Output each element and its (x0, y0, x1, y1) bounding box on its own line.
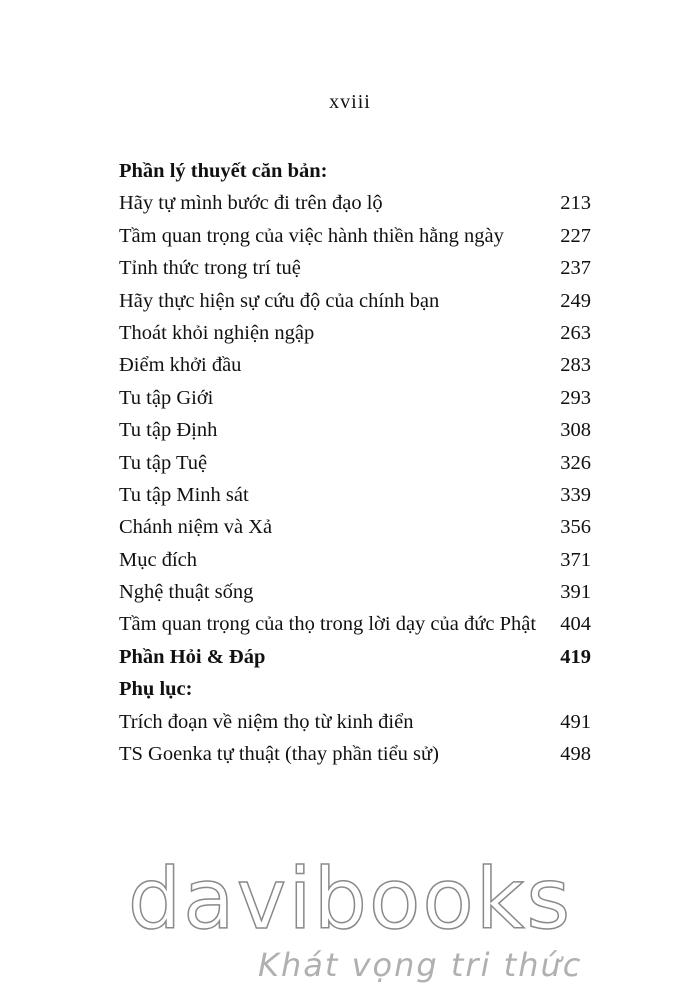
toc-entry-page: 249 (560, 289, 591, 312)
toc-entry-page: 339 (560, 483, 591, 506)
toc-entry (119, 322, 591, 354)
toc-entry-page: 237 (560, 257, 591, 280)
toc-entry (119, 711, 591, 743)
toc-entry-title: Trích đoạn về niệm thọ từ kinh điển (119, 710, 414, 733)
toc-entry-title: Thoát khỏi nghiện ngập (119, 321, 315, 344)
toc-entry (119, 743, 591, 775)
toc-entry (119, 225, 591, 257)
toc-entry-title: Điểm khởi đầu (119, 354, 242, 377)
toc-entry-title: Nghệ thuật sống (119, 581, 254, 604)
toc-entry-title: Phụ lục: (119, 678, 193, 701)
toc-entry-page: 419 (560, 645, 591, 668)
brand-logo-text: davibooks (127, 850, 573, 948)
toc-entry-title: Tỉnh thức trong trí tuệ (119, 257, 301, 280)
toc-entry-title: Mục đích (119, 548, 197, 571)
toc-entry (119, 354, 591, 386)
toc-entry (119, 452, 591, 484)
toc-entry (119, 290, 591, 322)
toc-entry-page: 213 (560, 192, 591, 215)
toc-entry-title: Tầm quan trọng của việc hành thiền hằng ngày (119, 224, 504, 247)
toc-entry-page: 283 (560, 354, 591, 377)
table-of-contents (119, 160, 591, 775)
toc-entry-title: Tu tập Giới (119, 386, 214, 409)
toc-entry-page: 356 (560, 516, 591, 539)
page-number: xviii (329, 91, 371, 113)
publisher-watermark (0, 842, 700, 984)
toc-entry-title: Phần Hỏi & Đáp (119, 645, 266, 668)
toc-entry-title: TS Goenka tự thuật (thay phần tiểu sử) (119, 743, 439, 766)
toc-entry-title: Tu tập Tuệ (119, 451, 208, 474)
toc-section-heading (119, 646, 591, 678)
toc-entry (119, 257, 591, 289)
toc-entry (119, 387, 591, 419)
toc-entry (119, 516, 591, 548)
toc-entry-title: Tầm quan trọng của thọ trong lời dạy của đức Phật (119, 613, 537, 636)
toc-entry-page: 326 (560, 451, 591, 474)
toc-entry-page: 498 (560, 743, 591, 766)
toc-entry (119, 484, 591, 516)
toc-entry-title: Phần lý thuyết căn bản: (119, 160, 328, 182)
toc-entry-title: Tu tập Định (119, 419, 218, 442)
brand-tagline: Khát vọng tri thức (258, 946, 583, 984)
toc-entry (119, 419, 591, 451)
toc-section-heading (119, 678, 591, 710)
toc-entry-title: Hãy tự mình bước đi trên đạo lộ (119, 192, 383, 215)
toc-entry-page: 404 (560, 613, 591, 636)
toc-entry (119, 549, 591, 581)
toc-entry-page: 308 (560, 419, 591, 442)
toc-entry-page: 391 (560, 581, 591, 604)
toc-entry-title: Chánh niệm và Xả (119, 516, 273, 539)
toc-entry-page: 371 (560, 548, 591, 571)
toc-entry-page: 491 (560, 710, 591, 733)
toc-entry (119, 192, 591, 224)
toc-entry (119, 581, 591, 613)
toc-entry-title: Hãy thực hiện sự cứu độ của chính bạn (119, 289, 440, 312)
toc-section-heading (119, 160, 591, 192)
toc-entry (119, 613, 591, 645)
toc-entry-title: Tu tập Minh sát (119, 483, 249, 506)
toc-entry-page: 293 (560, 386, 591, 409)
toc-entry-page: 227 (560, 224, 591, 247)
toc-entry-page: 263 (560, 321, 591, 344)
